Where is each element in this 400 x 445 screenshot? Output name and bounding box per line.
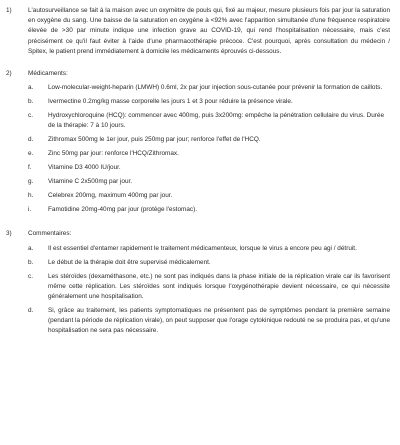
item-letter: a. [28,244,34,252]
item-letter: i. [28,206,32,214]
item-letter: e. [28,150,34,158]
item-text: Vitamine D3 4000 IU/jour. [48,164,121,172]
item-letter: f. [28,164,32,172]
item-letter: c. [28,112,33,120]
section-number: 3) [6,230,12,238]
section-1 [6,6,390,57]
list-item [28,244,390,254]
item-text: Vitamine C 2x500mg par jour. [48,178,133,186]
item-text: Low-molecular-weight-heparin (LMWH) 0.6ml, 2x par jour injection sous-cutanée pour prévenir la formation de caillots. [48,84,383,92]
item-letter: c. [28,272,33,280]
list-item [28,205,390,215]
medication-list [28,83,390,215]
item-letter: g. [28,178,34,186]
section-number: 2) [6,70,12,78]
list-item [28,135,390,145]
list-item [28,149,390,159]
section-number: 1) [6,7,12,14]
item-text: Famotidine 20mg-40mg par jour (protège l'estomac). [48,206,197,214]
item-text: Celebrex 200mg, maximum 400mg par jour. [48,192,173,200]
list-item [28,83,390,93]
section-2-title: Médicaments: [28,70,68,78]
item-letter: a. [28,84,34,92]
item-text: Ivermectine 0.2mg/kg masse corporelle les jours 1 et 3 pour réduire la présence virale. [48,98,293,106]
section-1-paragraph: L'autosurveillance se fait à la maison avec un oxymètre de pouls qui, fixé au majeur, mesure plusieurs fois par jour la saturation en oxygène du sang. Une baisse de la saturation en oxygène à <92% avec l'apparition simultanée d'une fréquence respiratoire élevée de >30 par minute indique une infection grave au COVID-19, qui rend l'hospitalisation nécessaire, mais c'est précisément ce qu'il faut éviter à l'aide d'une pharmacothérapie précoce. C'est pourquoi, après consultation du médecin / Spitex, le patient prend immédiatement à domicile les médicaments éprouvés ci-dessous. [28,7,390,55]
item-letter: d. [28,307,34,315]
item-text: Zinc 50mg par jour: renforce l'HCQ/Zithromax. [48,150,179,158]
list-item [28,306,390,337]
comment-list [28,244,390,337]
item-text: Le début de la thérapie doit être supervisé médicalement. [48,258,211,266]
item-letter: b. [28,98,34,106]
list-item [28,258,390,268]
section-3 [6,229,390,340]
list-item [28,191,390,201]
section-3-title: Commentaires: [28,230,72,238]
list-item [28,111,390,131]
section-2 [6,69,390,219]
item-letter: d. [28,136,34,144]
list-item [28,177,390,187]
item-text: Si, grâce au traitement, les patients symptomatiques ne présentent pas de symptômes pendant la première semaine (pendant la période de réplication virale), on peut supposer que l'orage cytokinique redouté ne se produira pas, et qu'une hospitalisation ne sera pas nécessaire. [48,307,390,335]
item-letter: h. [28,192,34,200]
item-text: Il est essentiel d'entamer rapidement le traitement médicamenteux, lorsque le virus a encore peu agi / détruit. [48,244,357,252]
item-text: Hydroxychloroquine (HCQ): commencer avec 400mg, puis 3x200mg: empêche la pénétration cellulaire du virus. Durée de la thérapie: 7 à 10 jours. [48,112,385,130]
list-item [28,272,390,303]
item-letter: b. [28,258,34,266]
list-item [28,163,390,173]
item-text: Zithromax 500mg le 1er jour, puis 250mg par jour; renforce l'effet de l'HCQ. [48,136,261,144]
item-text: Les stéroïdes (dexaméthasone, etc.) ne sont pas indiqués dans la phase initiale de la réplication virale car ils favorisent même cette réplication. Les stéroïdes sont indiqués lorsque l'oxygénothérapie devient nécessaire, ce qui nécessite généralement une hospitalisation. [48,272,390,301]
list-item [28,97,390,107]
